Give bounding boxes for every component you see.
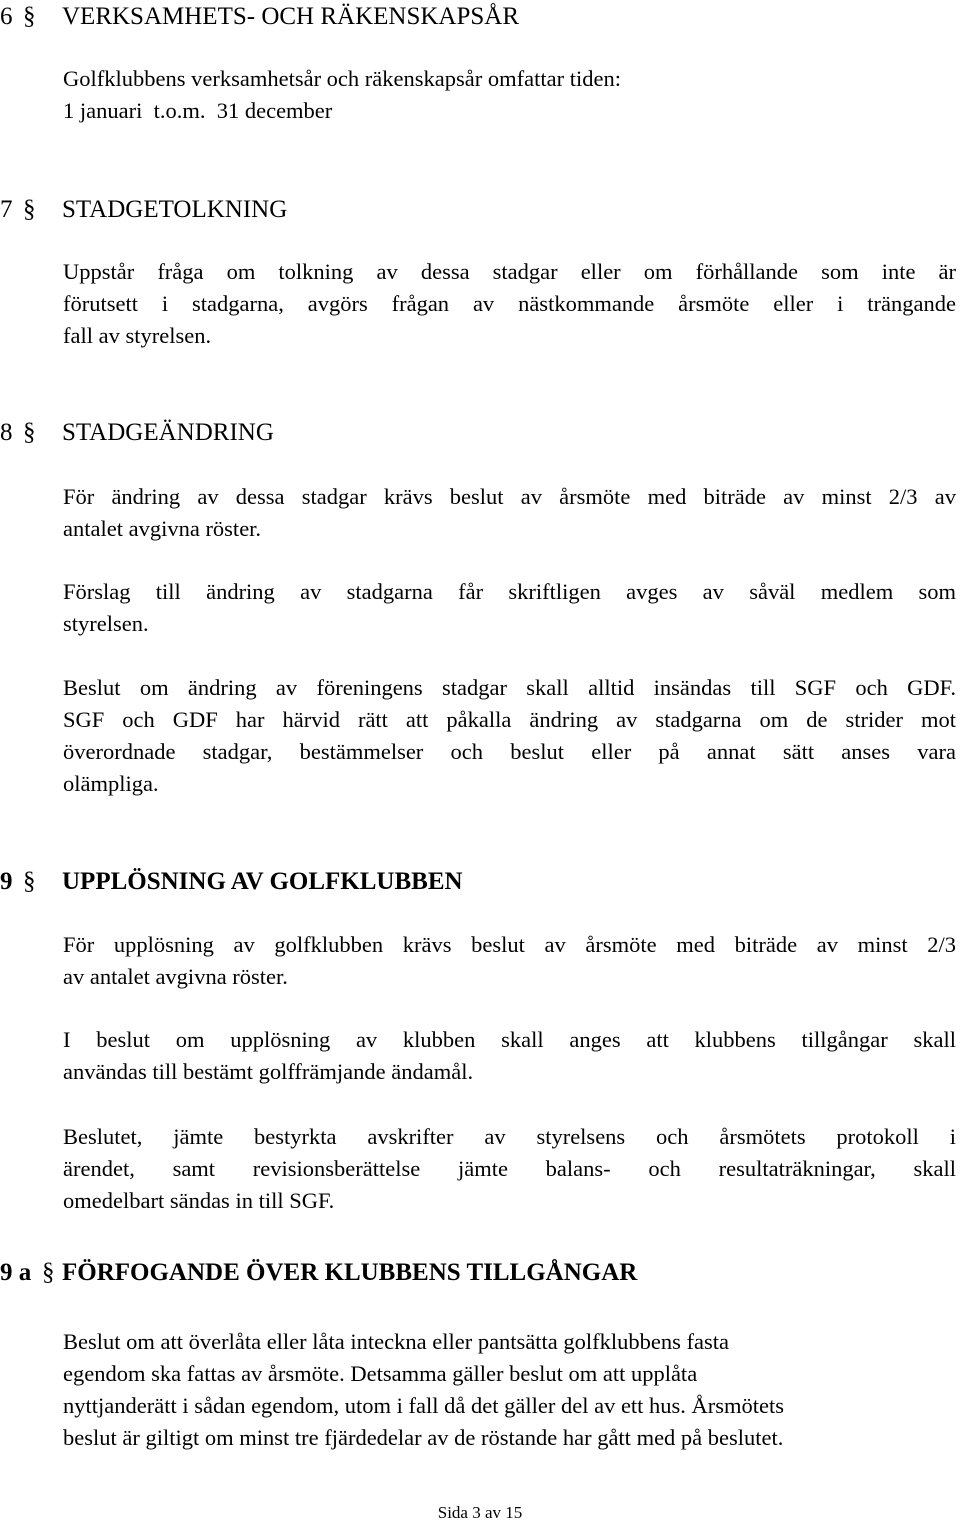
section-9-paragraph-3	[63, 1121, 956, 1217]
page-number: Sida 3 av 15	[437, 1503, 523, 1522]
text-line: omedelbart sändas in till SGF.	[63, 1188, 335, 1213]
section-number: 9 a	[0, 1259, 32, 1286]
text-line: styrelsen.	[63, 611, 149, 636]
text-line: I beslut om upplösning av klubben skall anges att klubbens tillgångar skall	[63, 1027, 956, 1052]
section-number: 9	[0, 868, 13, 895]
text-line: 1 januari t.o.m. 31 december	[63, 98, 333, 123]
section-8-paragraph-3	[63, 672, 956, 800]
section-title: VERKSAMHETS- OCH RÄKENSKAPSÅR	[62, 3, 520, 30]
section-9-paragraph-1	[63, 929, 956, 993]
text-line: SGF och GDF har härvid rätt att påkalla ändring av stadgarna om de strider mot	[63, 707, 956, 732]
section-8-paragraph-1	[63, 481, 956, 545]
text-line: Uppstår fråga om tolkning av dessa stadgar eller om förhållande som inte är	[63, 259, 956, 284]
section-8-paragraph-2	[63, 576, 956, 640]
section-number: 8	[0, 419, 13, 446]
section-title: FÖRFOGANDE ÖVER KLUBBENS TILLGÅNGAR	[62, 1259, 638, 1286]
text-line: beslut är giltigt om minst tre fjärdedelar av de röstande har gått med på beslutet.	[63, 1425, 784, 1450]
text-line: Förslag till ändring av stadgarna får skriftligen avges av såväl medlem som	[63, 579, 956, 604]
section-number: 7	[0, 196, 13, 223]
section-sign: §	[42, 1259, 55, 1286]
section-title: UPPLÖSNING AV GOLFKLUBBEN	[62, 868, 463, 895]
section-sign: §	[23, 868, 36, 895]
section-sign: §	[23, 419, 36, 446]
text-line: ärendet, samt revisionsberättelse jämte balans- och resultaträkningar, skall	[63, 1156, 956, 1181]
text-line: nyttjanderätt i sådan egendom, utom i fall då det gäller del av ett hus. Årsmötets	[63, 1393, 785, 1418]
text-line: olämpliga.	[63, 771, 159, 796]
text-line: användas till bestämt golffrämjande ändamål.	[63, 1059, 474, 1084]
section-title: STADGETOLKNING	[62, 196, 288, 223]
text-line: antalet avgivna röster.	[63, 516, 262, 541]
text-line: av antalet avgivna röster.	[63, 964, 288, 989]
text-line: För upplösning av golfklubben krävs beslut av årsmöte med biträde av minst 2/3	[63, 932, 956, 957]
text-line: Beslutet, jämte bestyrkta avskrifter av styrelsens och årsmötets protokoll i	[63, 1124, 956, 1149]
text-line: För ändring av dessa stadgar krävs beslut av årsmöte med biträde av minst 2/3 av	[63, 484, 956, 509]
section-6-body	[63, 63, 956, 127]
section-9a-body	[63, 1326, 956, 1454]
section-9-paragraph-2	[63, 1024, 956, 1088]
section-sign: §	[23, 3, 36, 30]
text-line: förutsett i stadgarna, avgörs frågan av nästkommande årsmöte eller i trängande	[63, 291, 956, 316]
text-line: egendom ska fattas av årsmöte. Detsamma gäller beslut om att upplåta	[63, 1361, 698, 1386]
section-number: 6	[0, 3, 13, 30]
text-line: Beslut om ändring av föreningens stadgar skall alltid insändas till SGF och GDF.	[63, 675, 956, 700]
section-7-body	[63, 256, 956, 352]
section-sign: §	[23, 196, 36, 223]
text-line: Golfklubbens verksamhetsår och räkenskapsår omfattar tiden:	[63, 66, 621, 91]
text-line: Beslut om att överlåta eller låta inteckna eller pantsätta golfklubbens fasta	[63, 1329, 730, 1354]
text-line: fall av styrelsen.	[63, 323, 212, 348]
section-title: STADGEÄNDRING	[62, 419, 274, 446]
text-line: överordnade stadgar, bestämmelser och beslut eller på annat sätt anses vara	[63, 739, 956, 764]
